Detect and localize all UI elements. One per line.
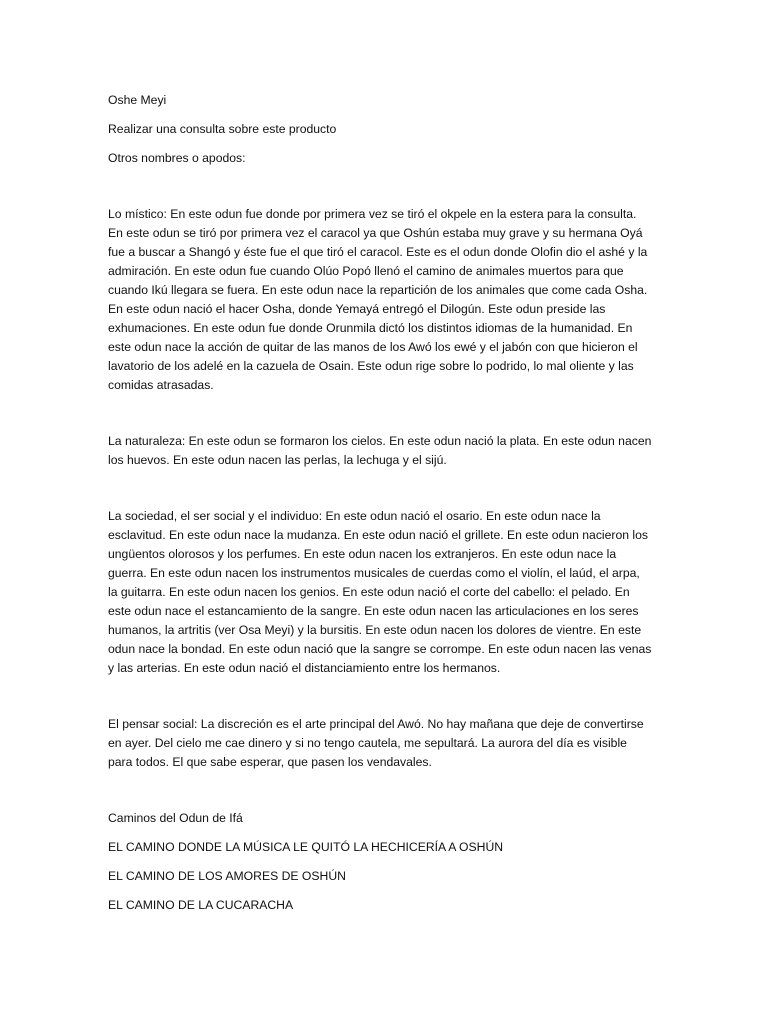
paragraph-line: guerra. En este odun nacen los instrumentos musicales de cuerdas como el violín, el laúd, el arpa, bbox=[108, 566, 640, 580]
paragraph-line: en ayer. Del cielo me cae dinero y si no tengo cautela, me sepultará. La aurora del día es visible bbox=[108, 736, 627, 750]
paragraph-line: este odun nace el estancamiento de la sangre. En este odun nacen las articulaciones en los seres bbox=[108, 604, 639, 618]
consult-link[interactable]: Realizar una consulta sobre este producto bbox=[108, 122, 337, 136]
paragraph-line: cuando Ikú llegara se fuera. En este odun nace la repartición de los animales que come cada Osha. bbox=[108, 283, 648, 297]
pensar-paragraph bbox=[108, 715, 660, 772]
camino-item: EL CAMINO DE LA CUCARACHA bbox=[108, 898, 294, 912]
paragraph-line: exhumaciones. En este odun fue donde Orunmila dictó los distintos idiomas de la humanidad. En bbox=[108, 321, 633, 335]
document-page bbox=[108, 91, 660, 915]
paragraph-line: odun nace la bondad. En este odun nació que la sangre se corrompe. En este odun nacen las venas bbox=[108, 642, 652, 656]
paragraph-line: los huevos. En este odun nacen las perlas, la lechuga y el sijú. bbox=[108, 453, 447, 467]
paragraph-line: La sociedad, el ser social y el individuo: En este odun nació el osario. En este odun nace la bbox=[108, 509, 601, 523]
paragraph-line: fue a buscar a Shangó y éste fue el que tiró el caracol. Este es el odun donde Olofin dio el ashé y la bbox=[108, 245, 648, 259]
paragraph-line: esclavitud. En este odun nace la mudanza. En este odun nació el grillete. En este odun nacieron los bbox=[108, 528, 648, 542]
caminos-heading: Caminos del Odun de Ifá bbox=[108, 811, 243, 825]
camino-item: EL CAMINO DE LOS AMORES DE OSHÚN bbox=[108, 869, 346, 883]
paragraph-line: lavatorio de los adelé en la cazuela de Osain. Este odun rige sobre lo podrido, lo mal oliente y las bbox=[108, 359, 634, 373]
paragraph-line: humanos, la artritis (ver Osa Meyi) y la bursitis. En este odun nacen los dolores de vientre. En este bbox=[108, 623, 642, 637]
paragraph-line: En este odun nació el hacer Osha, donde Yemayá entregó el Dilogún. Este odun preside las bbox=[108, 302, 606, 316]
paragraph-line: la guitarra. En este odun nacen los genios. En este odun nació el corte del cabello: el pelado. En bbox=[108, 585, 630, 599]
other-names-label: Otros nombres o apodos: bbox=[108, 151, 246, 165]
paragraph-line: En este odun se tiró por primera vez el caracol ya que Oshún estaba muy grave y su hermana Oyá bbox=[108, 226, 643, 240]
mistico-paragraph bbox=[108, 205, 660, 395]
paragraph-line: El pensar social: La discreción es el arte principal del Awó. No hay mañana que deje de convertirse bbox=[108, 717, 644, 731]
paragraph-line: admiración. En este odun fue cuando Olúo Popó llenó el camino de animales muertos para que bbox=[108, 264, 624, 278]
paragraph-line: para todos. El que sabe esperar, que pasen los vendavales. bbox=[108, 755, 432, 769]
paragraph-line: La naturaleza: En este odun se formaron los cielos. En este odun nació la plata. En este odun nacen bbox=[108, 434, 652, 448]
paragraph-line: comidas atrasadas. bbox=[108, 378, 214, 392]
paragraph-line: Lo místico: En este odun fue donde por primera vez se tiró el okpele en la estera para la consulta. bbox=[108, 207, 637, 221]
sociedad-paragraph bbox=[108, 507, 660, 678]
document-title: Oshe Meyi bbox=[108, 93, 167, 107]
camino-item: EL CAMINO DONDE LA MÚSICA LE QUITÓ LA HECHICERÍA A OSHÚN bbox=[108, 840, 504, 854]
paragraph-line: ungüentos olorosos y los perfumes. En este odun nacen los extranjeros. En este odun nace la bbox=[108, 547, 617, 561]
paragraph-line: y las arterias. En este odun nació el distanciamiento entre los hermanos. bbox=[108, 661, 501, 675]
paragraph-line: este odun nace la acción de quitar de las manos de los Awó los ewé y el jabón con que hicieron el bbox=[108, 340, 638, 354]
naturaleza-paragraph bbox=[108, 432, 660, 470]
